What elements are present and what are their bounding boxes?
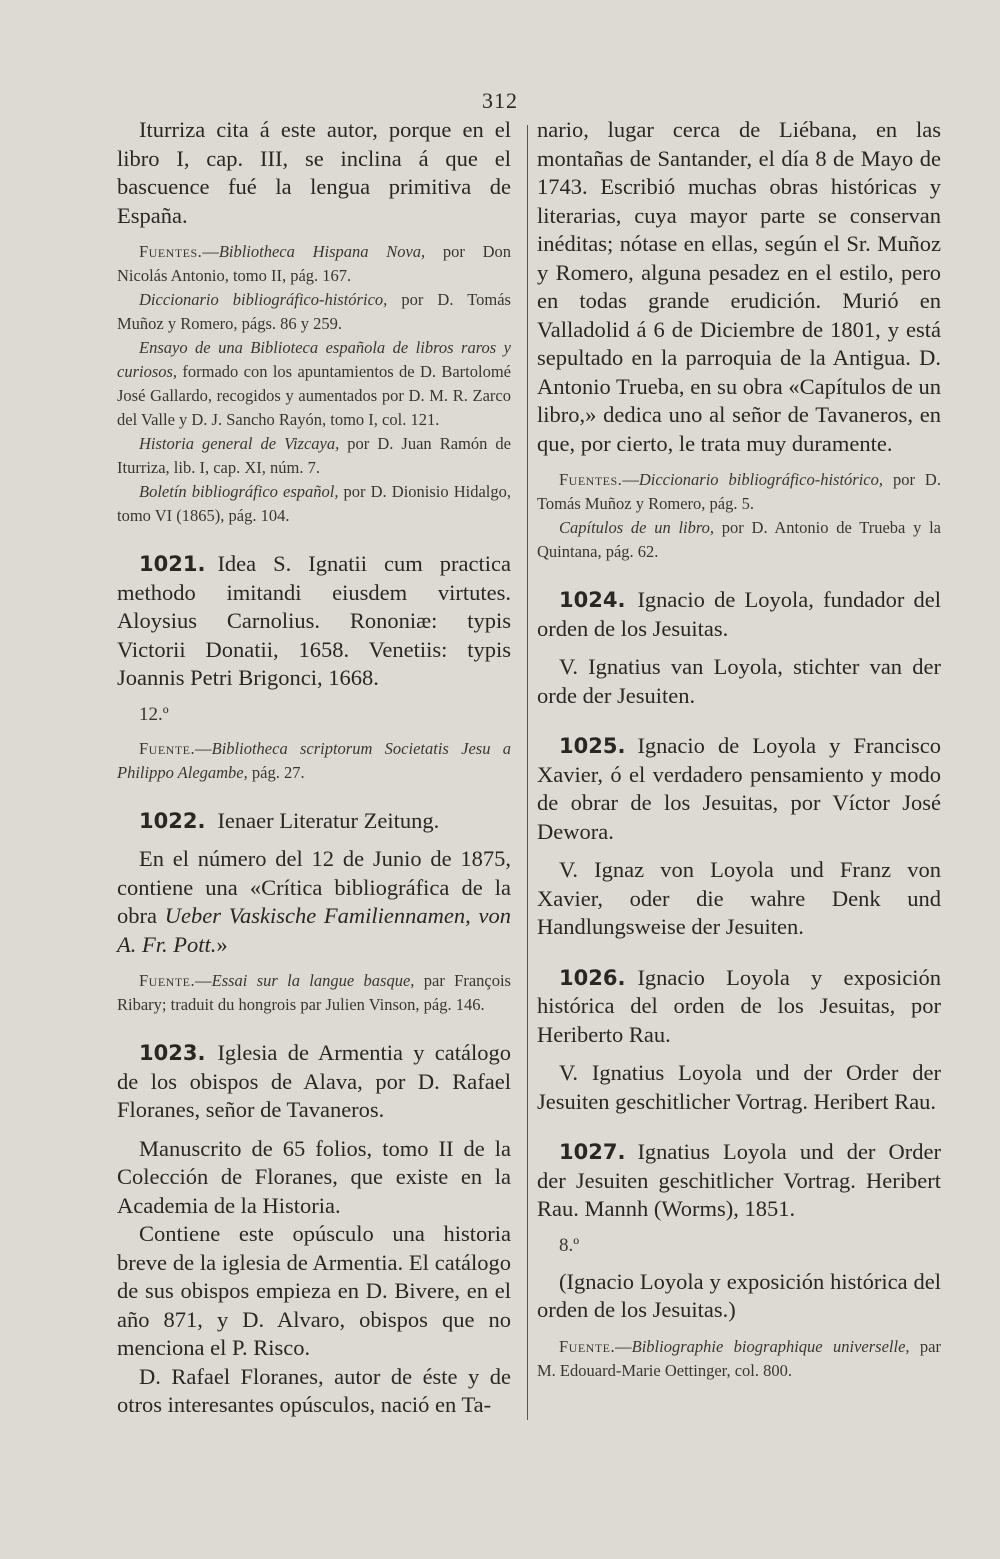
entry-1021 <box>117 550 511 785</box>
source-title: Bibliotheca scriptorum Societatis Jesu a Philippo Alegambe, <box>117 738 511 782</box>
entry-paragraph: Manuscrito de 65 folios, tomo II de la Colección de Floranes, que existe en la Academia de la Historia. <box>117 1135 511 1218</box>
entry-1025 <box>537 732 941 942</box>
source-label: Fuente. <box>139 738 196 758</box>
sources-block-left <box>117 240 511 528</box>
entry-title: Iglesia de Armentia y catálogo de los obispos de Alava, por D. Rafael Floranes, señor de Tavaneros. <box>117 1040 511 1122</box>
see-also: V. Ignatius van Loyola, stichter van der orde der Jesuiten. <box>537 654 941 708</box>
source-entry <box>117 480 511 528</box>
entry-number: 1025. <box>559 734 626 758</box>
source-title: Ensayo de una Biblioteca española de libros raros y curiosos, <box>117 338 511 381</box>
entry-heading <box>537 1138 941 1224</box>
entry-title: Ignacio de Loyola, fundador del orden de los Jesuitas. <box>537 587 941 641</box>
entry-1027 <box>537 1138 941 1383</box>
entry-title: Ienaer Literatur Zeitung. <box>217 807 440 833</box>
entry-number: 1027. <box>559 1140 626 1164</box>
source-title: Essai sur la langue basque, <box>211 971 415 990</box>
see-also: V. Ignatius Loyola und der Order der Jesuiten geschitlicher Vortrag. Heribert Rau. <box>537 1060 941 1114</box>
see-also: V. Ignaz von Loyola und Franz von Xavier, oder die wahre Denk und Handlungsweise der Jesuiten. <box>537 857 941 939</box>
source-detail: por D. Tomás Muñoz y Romero, págs. 86 y 259. <box>117 290 511 333</box>
source-detail: por D. Dionisio Hidalgo, tomo VI (1865), pág. 104. <box>117 482 511 525</box>
source-detail: par M. Edouard-Marie Oettinger, col. 800. <box>537 1336 941 1380</box>
source-entry: Fuentes.—Diccionario bibliográfico-histórico, por D. Tomás Muñoz y Romero, pág. 5. <box>537 470 941 513</box>
source-entry <box>537 516 941 564</box>
entry-title: Ignatius Loyola und der Order der Jesuiten geschitlicher Vortrag. Heribert Rau. Mannh (Worms), 1851. <box>537 1139 941 1221</box>
entry-title: Idea S. Ignatii cum practica methodo imitandi eiusdem virtutes. Aloysius Carnolius. Rononiæ: typis Victorii Donatii, 1658. Venetiis: typis Joannis Petri Brigonci, 1668. <box>117 551 511 690</box>
source-entry: Fuente.—Bibliographie biographique universelle, par M. Edouard-Marie Oettinger, col. 800. <box>537 1336 941 1380</box>
entry-number: 1024. <box>559 588 626 612</box>
source-entry: Fuentes.—Bibliotheca Hispana Nova, por Don Nicolás Antonio, tomo II, pág. 167. <box>117 242 511 285</box>
entry-1022 <box>117 807 511 1018</box>
entry-paragraph: Contiene este opúsculo una historia breve de la iglesia de Armentia. El catálogo de sus obispos empieza en D. Bivere, en el año 871, y D. Alvaro, obispos que no menciona el P. Risco. <box>117 1221 511 1360</box>
source-detail: por Don Nicolás Antonio, tomo II, pág. 167. <box>117 242 511 285</box>
entry-heading <box>117 1039 511 1125</box>
source-title: Diccionario bibliográfico-histórico, <box>139 290 388 309</box>
entry-heading <box>537 732 941 846</box>
page-number: 312 <box>482 88 518 113</box>
entry-1026 <box>537 964 941 1117</box>
source-entry: Fuente.—Bibliotheca scriptorum Societatis Jesu a Philippo Alegambe, pág. 27. <box>117 738 511 782</box>
entry-paragraph: D. Rafael Floranes, autor de éste y de otros interesantes opúsculos, nació en Ta- <box>117 1363 511 1417</box>
source-title: Capítulos de un libro, <box>559 518 715 537</box>
source-detail: par François Ribary; traduit du hongrois par Julien Vinson, pág. 146. <box>117 971 511 1014</box>
source-entry <box>117 336 511 432</box>
entry-format: 8.º <box>559 1234 580 1256</box>
entry-1024 <box>537 586 941 710</box>
source-detail: formado con los apuntamientos de D. Bartolomé José Gallardo, recogidos y aumentados por D. M. R. Zarco del Valle y D. J. Sancho Rayón, tomo I, col. 121. <box>117 362 511 429</box>
entry-number: 1026. <box>559 965 626 990</box>
sources-label: Fuentes. <box>139 242 203 261</box>
source-detail: por D. Tomás Muñoz y Romero, pág. 5. <box>537 470 941 513</box>
intro-paragraph: Iturriza cita á este autor, porque en el libro I, cap. III, se inclina á que el bascuence fué la lengua primitiva de España. <box>117 117 511 228</box>
sources-label: Fuentes. <box>559 470 623 489</box>
source-title: Diccionario bibliográfico-histórico, <box>638 470 883 489</box>
entry-heading <box>537 964 941 1050</box>
entry-number: 1023. <box>139 1041 206 1065</box>
entry-number: 1021. <box>139 552 206 576</box>
continued-paragraph: nario, lugar cerca de Liébana, en las montañas de Santander, el día 8 de Mayo de 1743. Escribió muchas obras históricas y literarias, cuya mayor parte se conservan inéditas; nótase en ellas, según el Sr. Muñoz y Romero, alguna pesadez en el estilo, pero en todas grande erudición. Murió en Valladolid á 6 de Diciembre de 1801, y está sepultado en la parroquia de la Antigua. D. Antonio Trueba, en su obra «Capítulos de un libro,» dedica uno al señor de Tavaneros, en que, por cierto, le trata muy duramente. <box>537 117 941 456</box>
source-label: Fuente. <box>559 1336 616 1356</box>
source-detail: por D. Antonio de Trueba y la Quintana, pág. 62. <box>537 518 941 561</box>
cited-title: Ueber Vaskische Familiennamen, von A. Fr. Pott. <box>117 903 512 957</box>
entry-number: 1022. <box>139 808 206 833</box>
source-title: Boletín bibliográfico español, <box>139 482 339 501</box>
entry-description: En el número del 12 de Junio de 1875, contiene una «Crítica bibliográfica de la obra Ueber Vaskische Familiennamen, von A. Fr. Pott.» <box>117 846 512 957</box>
entry-heading <box>537 586 941 643</box>
source-entry <box>117 288 511 336</box>
left-column <box>117 116 511 1420</box>
sources-block-right <box>537 468 941 564</box>
source-detail: pág. 27. <box>247 762 305 782</box>
entry-title: Ignacio Loyola y exposición histórica del orden de los Jesuitas, por Heriberto Rau. <box>537 964 941 1047</box>
entry-title: Ignacio de Loyola y Francisco Xavier, ó el verdadero pensamiento y modo de obrar de los Jesuitas, por Víctor José Dewora. <box>537 733 941 844</box>
source-entry: Fuente.—Essai sur la langue basque, par François Ribary; traduit du hongrois par Julien Vinson, pág. 146. <box>117 971 511 1014</box>
entry-note: (Ignacio Loyola y exposición histórica del orden de los Jesuitas.) <box>537 1268 941 1322</box>
source-title: Bibliographie biographique universelle, <box>631 1336 910 1356</box>
entry-1023 <box>117 1039 511 1420</box>
source-label: Fuente. <box>139 971 196 990</box>
entry-heading <box>117 550 511 693</box>
entry-format: 12.º <box>139 703 169 725</box>
source-entry <box>117 432 511 480</box>
column-divider <box>527 125 528 1420</box>
source-detail: por D. Juan Ramón de Iturriza, lib. I, cap. XI, núm. 7. <box>117 434 511 477</box>
source-title: Historia general de Vizcaya, <box>139 434 340 453</box>
right-column <box>537 116 941 1383</box>
source-title: Bibliotheca Hispana Nova, <box>218 242 426 261</box>
entry-heading <box>117 807 511 836</box>
